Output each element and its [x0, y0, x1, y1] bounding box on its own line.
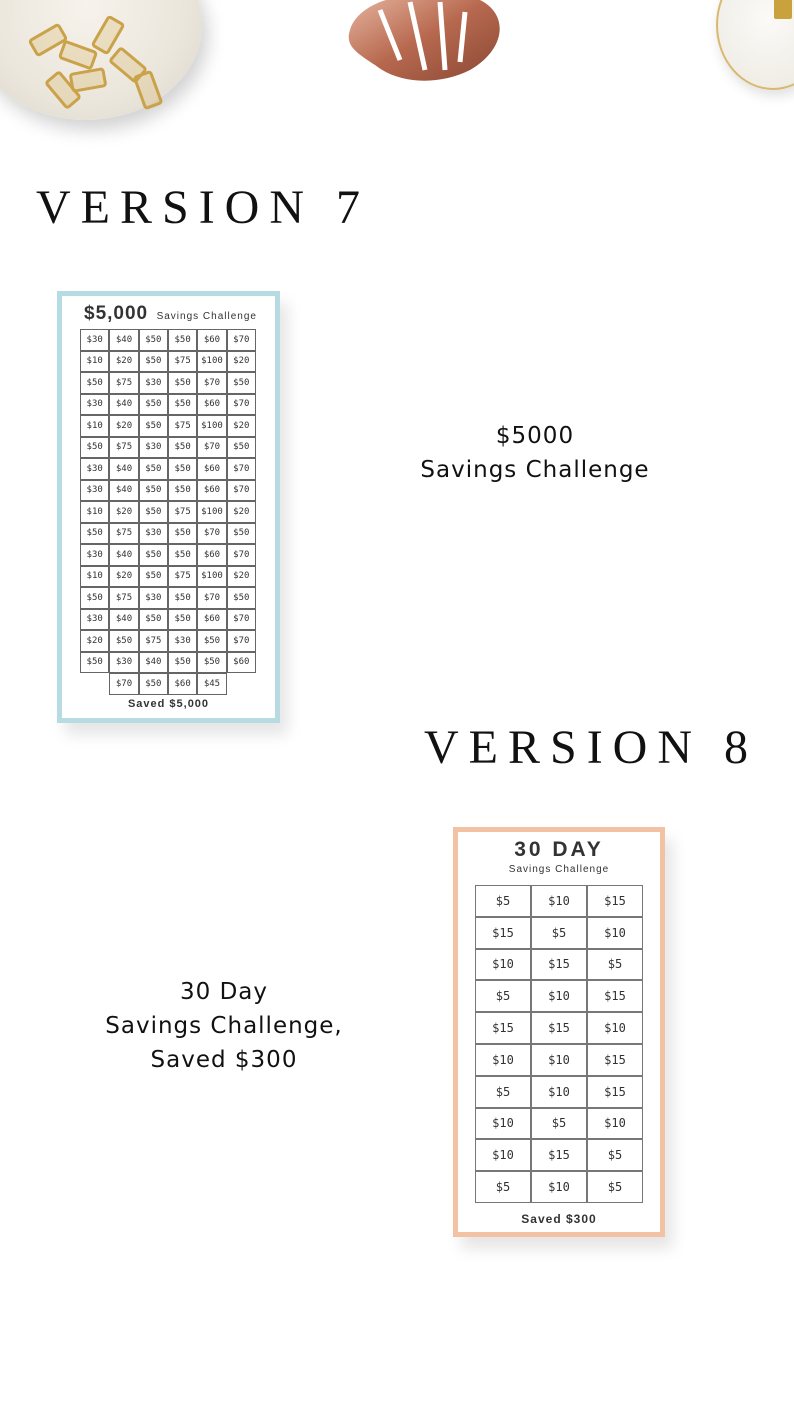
grid-cell: $40 [139, 652, 168, 674]
grid-cell: $30 [80, 458, 109, 480]
grid-cell: $50 [168, 609, 197, 631]
grid-cell: $70 [227, 609, 256, 631]
grid-cell: $20 [109, 351, 138, 373]
grid-cell: $20 [109, 566, 138, 588]
grid-cell: $30 [80, 329, 109, 351]
grid-cell: $100 [197, 415, 226, 437]
grid-cell: $15 [531, 1139, 587, 1171]
binder-clip-dish-image [716, 0, 794, 90]
version-8-caption [100, 975, 348, 1077]
grid-cell: $40 [109, 458, 138, 480]
grid-cell: $50 [139, 673, 168, 695]
grid-cell: $30 [168, 630, 197, 652]
grid-cell: $10 [587, 1108, 643, 1140]
grid-cell: $45 [197, 673, 226, 695]
grid-cell: $50 [168, 394, 197, 416]
grid-cell: $60 [197, 480, 226, 502]
grid-cell: $10 [531, 1171, 587, 1203]
grid-cell: $60 [197, 394, 226, 416]
grid-cell: $50 [139, 351, 168, 373]
grid-cell: $70 [197, 437, 226, 459]
version-8-heading: VERSION 8 [424, 721, 759, 774]
grid-cell: $50 [197, 652, 226, 674]
grid-cell: $50 [80, 437, 109, 459]
card-header [84, 303, 257, 325]
grid-cell: $70 [227, 544, 256, 566]
version-7-caption [420, 419, 650, 487]
grid-cell: $30 [139, 523, 168, 545]
card-title: 30 DAY [514, 838, 604, 861]
grid-cell: $100 [197, 501, 226, 523]
grid-cell: $50 [168, 458, 197, 480]
grid-cell: $40 [109, 329, 138, 351]
grid-cell: $30 [139, 587, 168, 609]
grid-cell: $50 [168, 329, 197, 351]
grid-cell: $50 [168, 437, 197, 459]
grid-cell: $30 [139, 437, 168, 459]
grid-cell: $50 [168, 372, 197, 394]
grid-cell: $20 [80, 630, 109, 652]
card-amount: $5,000 [84, 303, 149, 324]
grid-cell: $75 [168, 351, 197, 373]
grid-cell: $10 [475, 949, 531, 981]
grid-cell: $15 [587, 1076, 643, 1108]
grid-cell: $100 [197, 566, 226, 588]
grid-cell: $20 [227, 566, 256, 588]
grid-cell: $70 [197, 372, 226, 394]
grid-cell: $50 [80, 372, 109, 394]
card-subtitle: Savings Challenge [156, 311, 257, 322]
card-subtitle: Savings Challenge [508, 864, 610, 875]
grid-cell: $50 [139, 458, 168, 480]
grid-cell: $30 [80, 394, 109, 416]
monstera-leaf-image [340, 0, 510, 90]
grid-cell: $10 [531, 885, 587, 917]
card-footer: Saved $300 [521, 1212, 597, 1226]
grid-cell: $50 [139, 394, 168, 416]
savings-card-5000 [57, 291, 280, 723]
grid-cell: $50 [80, 523, 109, 545]
grid-cell: $50 [168, 652, 197, 674]
grid-cell: $75 [168, 501, 197, 523]
grid-cell: $60 [227, 652, 256, 674]
grid-cell: $50 [227, 587, 256, 609]
grid-cell: $50 [227, 372, 256, 394]
grid-cell: $50 [227, 523, 256, 545]
version-7-heading: VERSION 7 [36, 181, 371, 234]
grid-cell: $10 [587, 917, 643, 949]
grid-cell: $5 [587, 949, 643, 981]
grid-cell: $10 [475, 1044, 531, 1076]
grid-cell: $30 [80, 609, 109, 631]
grid-cell: $70 [197, 587, 226, 609]
grid-cell: $10 [80, 351, 109, 373]
grid-cell: $10 [587, 1012, 643, 1044]
grid-cell: $30 [80, 480, 109, 502]
grid-cell: $15 [475, 917, 531, 949]
grid-cell: $10 [531, 1076, 587, 1108]
grid-cell: $10 [531, 980, 587, 1012]
grid-cell: $30 [139, 372, 168, 394]
grid-cell: $50 [139, 566, 168, 588]
grid-cell: $75 [168, 415, 197, 437]
savings-grid [80, 329, 256, 695]
grid-cell: $40 [109, 544, 138, 566]
savings-card-30-day [453, 827, 665, 1237]
grid-cell [80, 673, 109, 695]
grid-cell: $5 [587, 1171, 643, 1203]
grid-cell: $50 [139, 329, 168, 351]
caption-line: Saved $300 [150, 1047, 298, 1073]
grid-cell: $5 [531, 1108, 587, 1140]
grid-cell: $10 [475, 1139, 531, 1171]
grid-cell: $40 [109, 394, 138, 416]
grid-cell: $30 [109, 652, 138, 674]
grid-cell: $20 [109, 501, 138, 523]
grid-cell: $5 [475, 1171, 531, 1203]
grid-cell: $70 [227, 394, 256, 416]
grid-cell: $50 [168, 587, 197, 609]
grid-cell: $60 [197, 329, 226, 351]
grid-cell: $50 [139, 480, 168, 502]
grid-cell: $5 [587, 1139, 643, 1171]
caption-line: $5000 [495, 423, 575, 449]
grid-cell: $50 [168, 523, 197, 545]
grid-cell: $70 [227, 458, 256, 480]
grid-cell: $50 [168, 544, 197, 566]
grid-cell: $15 [587, 885, 643, 917]
grid-cell: $70 [227, 630, 256, 652]
grid-cell: $75 [109, 523, 138, 545]
grid-cell: $50 [80, 652, 109, 674]
grid-cell: $50 [109, 630, 138, 652]
grid-cell: $10 [80, 415, 109, 437]
grid-cell: $70 [109, 673, 138, 695]
grid-cell: $60 [197, 458, 226, 480]
grid-cell: $75 [109, 587, 138, 609]
grid-cell: $15 [475, 1012, 531, 1044]
grid-cell: $20 [227, 351, 256, 373]
grid-cell: $60 [197, 544, 226, 566]
savings-grid [475, 885, 643, 1203]
grid-cell: $40 [109, 609, 138, 631]
grid-cell: $10 [80, 501, 109, 523]
grid-cell: $75 [109, 372, 138, 394]
grid-cell: $15 [531, 1012, 587, 1044]
grid-cell: $5 [475, 1076, 531, 1108]
grid-cell: $15 [531, 949, 587, 981]
grid-cell: $75 [109, 437, 138, 459]
grid-cell: $20 [109, 415, 138, 437]
grid-cell: $20 [227, 501, 256, 523]
grid-cell: $40 [109, 480, 138, 502]
paper-clip-bowl-image [0, 0, 202, 120]
caption-line: 30 Day [180, 979, 268, 1005]
grid-cell: $75 [139, 630, 168, 652]
grid-cell: $50 [227, 437, 256, 459]
grid-cell: $30 [80, 544, 109, 566]
grid-cell: $5 [475, 885, 531, 917]
grid-cell: $50 [168, 480, 197, 502]
grid-cell: $10 [80, 566, 109, 588]
grid-cell: $70 [227, 329, 256, 351]
grid-cell: $15 [587, 1044, 643, 1076]
grid-cell: $70 [197, 523, 226, 545]
grid-cell: $70 [227, 480, 256, 502]
grid-cell: $50 [139, 609, 168, 631]
grid-cell: $50 [139, 501, 168, 523]
grid-cell: $5 [531, 917, 587, 949]
grid-cell: $50 [197, 630, 226, 652]
caption-line: Savings Challenge, [105, 1013, 343, 1039]
grid-cell: $10 [475, 1108, 531, 1140]
grid-cell: $50 [80, 587, 109, 609]
grid-cell: $75 [168, 566, 197, 588]
grid-cell: $15 [587, 980, 643, 1012]
grid-cell: $60 [197, 609, 226, 631]
grid-cell: $50 [139, 544, 168, 566]
card-footer: Saved $5,000 [127, 698, 210, 710]
grid-cell: $50 [139, 415, 168, 437]
grid-cell: $5 [475, 980, 531, 1012]
grid-cell: $60 [168, 673, 197, 695]
grid-cell [227, 673, 256, 695]
grid-cell: $100 [197, 351, 226, 373]
grid-cell: $10 [531, 1044, 587, 1076]
caption-line: Savings Challenge [420, 457, 650, 483]
grid-cell: $20 [227, 415, 256, 437]
